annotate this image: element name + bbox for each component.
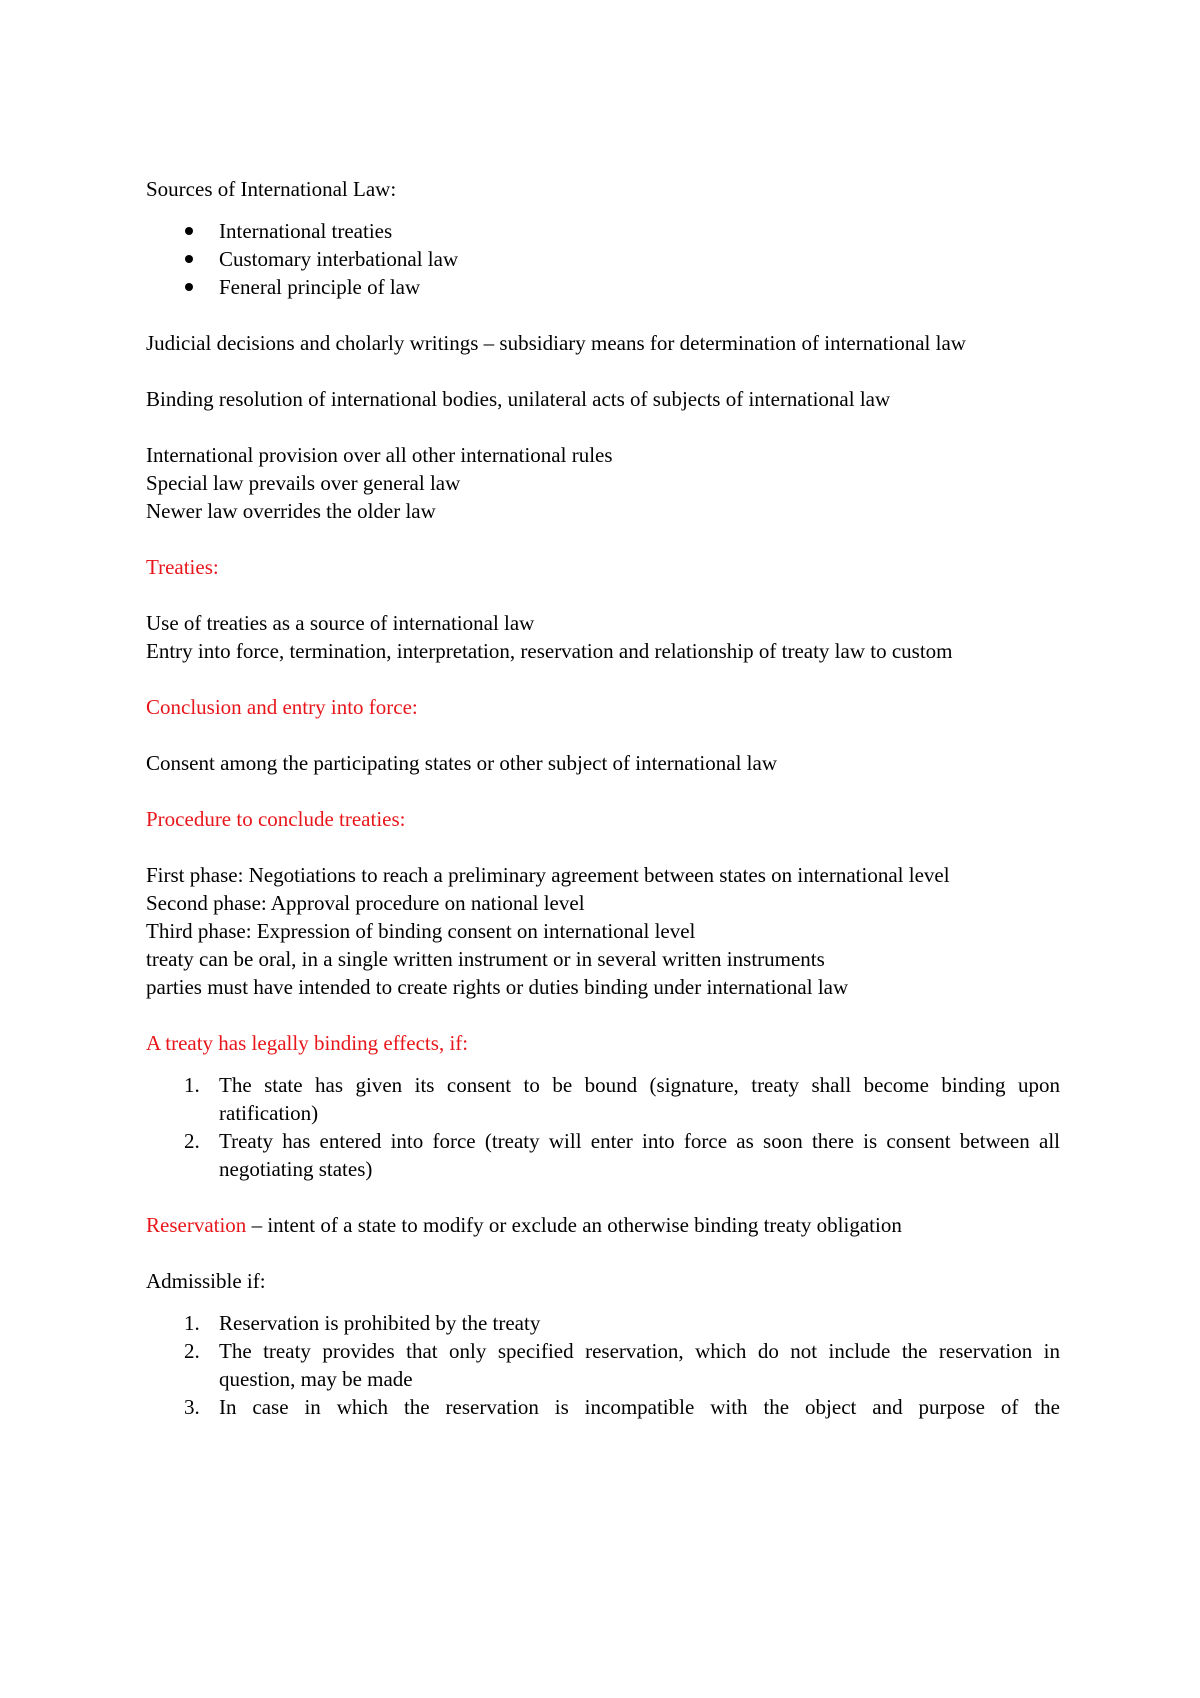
conclusion-heading: Conclusion and entry into force:	[146, 695, 418, 719]
hierarchy-line: International provision over all other international rules	[146, 443, 613, 467]
reservation-term: Reservation	[146, 1213, 247, 1237]
hierarchy-line: Special law prevails over general law	[146, 471, 461, 495]
binding-effects-heading: A treaty has legally binding effects, if:	[146, 1031, 469, 1055]
procedure-line: First phase: Negotiations to reach a preliminary agreement between states on international level	[146, 863, 950, 887]
list-item: 1. Reservation is prohibited by the treaty	[184, 1311, 541, 1335]
admissible-list	[146, 1309, 1060, 1421]
list-item: Customary interbational law	[146, 245, 1060, 273]
procedure-line: parties must have intended to create rights or duties binding under international law	[146, 975, 849, 999]
list-item: 2. Treaty has entered into force (treaty will enter into force as soon there is consent between all negotiating states)	[184, 1129, 1060, 1181]
bullet-icon	[185, 283, 193, 291]
list-item: Feneral principle of law	[146, 273, 1060, 301]
sources-list	[146, 217, 1060, 301]
treaties-heading: Treaties:	[146, 555, 219, 579]
procedure-line: Third phase: Expression of binding consent on international level	[146, 919, 696, 943]
sources-heading: Sources of International Law:	[146, 177, 397, 201]
reservation-definition: – intent of a state to modify or exclude an otherwise binding treaty obligation	[246, 1213, 902, 1237]
list-item: International treaties	[146, 217, 1060, 245]
list-item: 2. The treaty provides that only specified reservation, which do not include the reservation in question, may be made	[184, 1339, 1060, 1391]
treaties-line: Use of treaties as a source of international law	[146, 611, 535, 635]
list-item: 3. In case in which the reservation is incompatible with the object and purpose of the	[184, 1395, 1060, 1419]
list-item: 1. The state has given its consent to be bound (signature, treaty shall become binding upon ratification)	[184, 1073, 1060, 1125]
reservation-paragraph	[146, 1211, 1060, 1239]
procedure-line: treaty can be oral, in a single written instrument or in several written instruments	[146, 947, 825, 971]
bullet-icon	[185, 227, 193, 235]
bullet-icon	[185, 255, 193, 263]
treaties-line: Entry into force, termination, interpretation, reservation and relationship of treaty law to custom	[146, 639, 953, 663]
judicial-paragraph: Judicial decisions and cholarly writings – subsidiary means for determination of international law	[146, 331, 966, 355]
procedure-line: Second phase: Approval procedure on national level	[146, 891, 585, 915]
binding-effects-list	[146, 1071, 1060, 1183]
conclusion-text: Consent among the participating states or other subject of international law	[146, 751, 777, 775]
procedure-heading: Procedure to conclude treaties:	[146, 807, 406, 831]
hierarchy-line: Newer law overrides the older law	[146, 499, 436, 523]
admissible-heading: Admissible if:	[146, 1269, 266, 1293]
document-body	[146, 175, 1060, 1421]
binding-resolution-paragraph: Binding resolution of international bodies, unilateral acts of subjects of international law	[146, 387, 891, 411]
